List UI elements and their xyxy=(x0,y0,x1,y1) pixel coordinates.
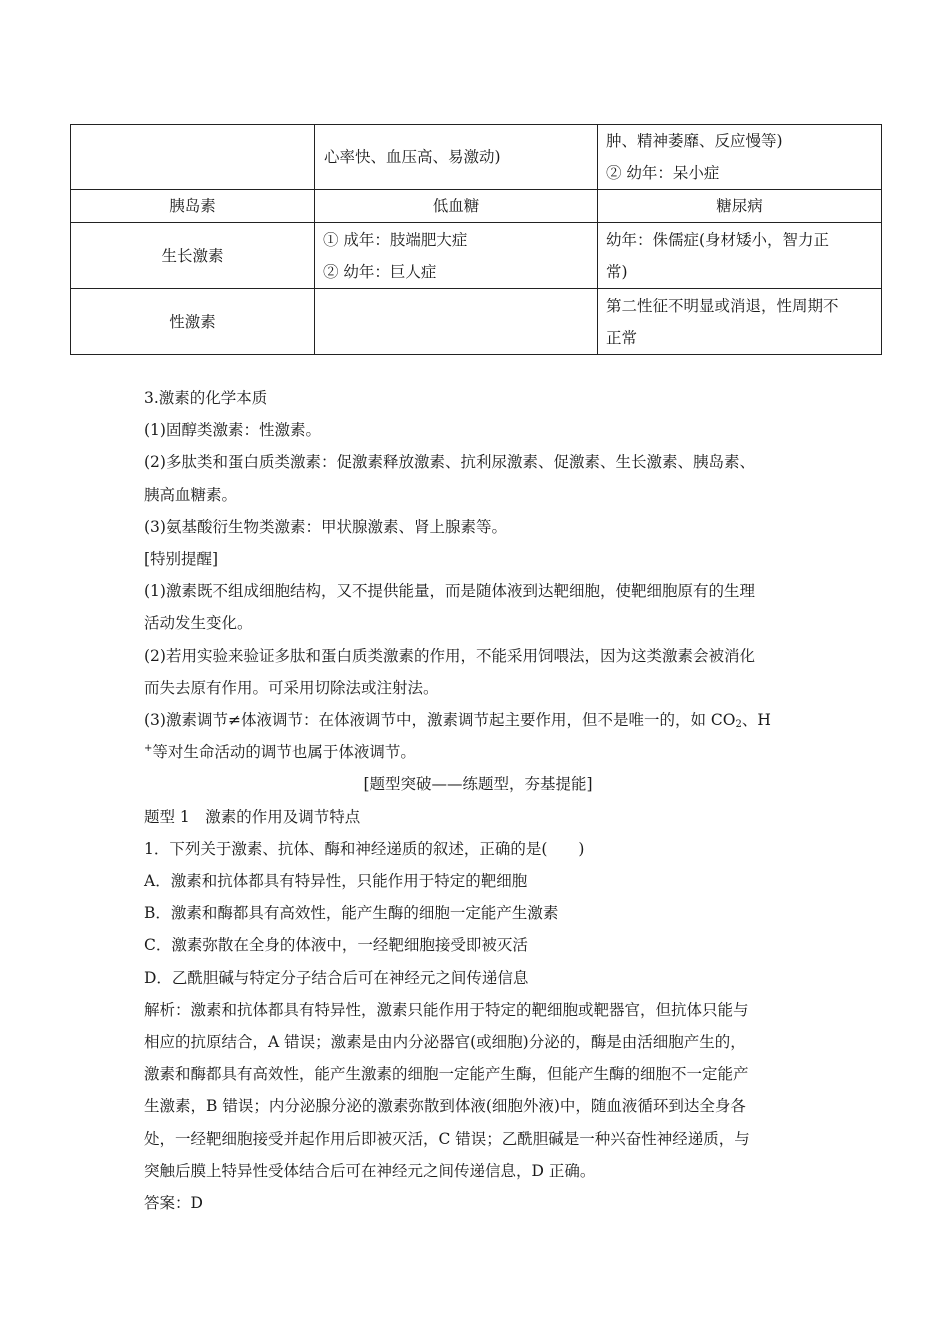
paragraph: (1)激素既不组成细胞结构，又不提供能量，而是随体液到达靶细胞，使靶细胞原有的生理 xyxy=(144,582,755,601)
table-cell-hormone: 生长激素 xyxy=(71,223,315,289)
section-heading: 3.激素的化学本质 xyxy=(144,389,268,407)
question-type-title: 题型 1 激素的作用及调节特点 xyxy=(144,807,361,826)
main-text xyxy=(144,382,812,1219)
table-cell xyxy=(598,289,882,355)
table-row xyxy=(71,190,882,223)
table-cell: 低血糖 xyxy=(315,190,598,223)
analysis-line: 解析：激素和抗体都具有特异性，激素只能作用于特定的靶细胞或靶器官，但抗体只能与 xyxy=(144,1000,749,1019)
cell-text: ① 成年：肢端肥大症 xyxy=(323,230,468,249)
table-row xyxy=(71,223,882,289)
cell-text: 第二性征不明显或消退，性周期不 xyxy=(606,296,839,315)
option-d: D．乙酰胆碱与特定分子结合后可在神经元之间传递信息 xyxy=(144,968,529,987)
cell-text: 肿、精神萎靡、反应慢等) xyxy=(606,132,783,150)
analysis-line: 激素和酶都具有高效性，能产生激素的细胞一定能产生酶，但能产生酶的细胞不一定能产 xyxy=(144,1065,749,1084)
table-cell xyxy=(315,125,598,190)
paragraph: (2)多肽类和蛋白质类激素：促激素释放激素、抗利尿激素、促激素、生长激素、胰岛素、 xyxy=(144,453,755,472)
paragraph xyxy=(144,704,812,736)
text-run: 等对生命活动的调节也属于体液调节。 xyxy=(152,743,416,762)
superscript: + xyxy=(144,743,153,755)
answer: 答案：D xyxy=(144,1194,203,1213)
option-a: A．激素和抗体都具有特异性，只能作用于特定的靶细胞 xyxy=(144,872,528,891)
text-run: 、H xyxy=(741,711,771,730)
cell-text: 常) xyxy=(606,262,628,281)
table-cell xyxy=(71,125,315,190)
cell-text: ② 幼年：巨人症 xyxy=(323,262,437,281)
cell-text: ② 幼年：呆小症 xyxy=(606,164,720,182)
analysis-line: 突触后膜上特异性受体结合后可在神经元之间传递信息，D 正确。 xyxy=(144,1161,596,1180)
reminder-heading: [特别提醒] xyxy=(144,550,219,569)
table-cell-hormone: 性激素 xyxy=(71,289,315,355)
table-row xyxy=(71,289,882,355)
paragraph: 活动发生变化。 xyxy=(144,614,253,633)
cell-text: 正常 xyxy=(606,328,638,347)
analysis-line: 相应的抗原结合，A 错误；激素是由内分泌器官(或细胞)分泌的，酶是由活细胞产生的， xyxy=(144,1033,746,1052)
paragraph: 而失去原有作用。可采用切除法或注射法。 xyxy=(144,678,439,697)
table-cell: 糖尿病 xyxy=(598,190,882,223)
table-cell xyxy=(598,125,882,190)
table-cell xyxy=(315,289,598,355)
subscript: 2 xyxy=(735,719,742,731)
option-b: B．激素和酶都具有高效性，能产生酶的细胞一定能产生激素 xyxy=(144,904,559,923)
paragraph: 胰高血糖素。 xyxy=(144,485,238,504)
paragraph xyxy=(144,736,812,768)
text-run: (3)激素调节≠体液调节：在体液调节中，激素调节起主要作用，但不是唯一的，如 CO xyxy=(144,711,736,730)
paragraph: (2)若用实验来验证多肽和蛋白质类激素的作用，不能采用饲喂法，因为这类激素会被消化 xyxy=(144,646,755,665)
table-cell xyxy=(598,223,882,289)
analysis-line: 生激素，B 错误；内分泌腺分泌的激素弥散到体液(细胞外液)中，随血液循环到达全身各 xyxy=(144,1097,746,1116)
table-cell-hormone: 胰岛素 xyxy=(71,190,315,223)
paragraph: (1)固醇类激素：性激素。 xyxy=(144,421,321,440)
cell-text: 心率快、血压高、易激动) xyxy=(324,148,501,166)
question-stem: 1．下列关于激素、抗体、酶和神经递质的叙述，正确的是( ) xyxy=(144,839,585,858)
option-c: C．激素弥散在全身的体液中，一经靶细胞接受即被灭活 xyxy=(144,936,528,955)
cell-text: 幼年：侏儒症(身材矮小，智力正 xyxy=(606,230,830,249)
hormone-disorder-table xyxy=(70,124,882,355)
analysis-line: 处，一经靶细胞接受并起作用后即被灭活，C 错误；乙酰胆碱是一种兴奋性神经递质，与 xyxy=(144,1129,750,1148)
table-cell xyxy=(315,223,598,289)
table-row xyxy=(71,125,882,190)
paragraph: (3)氨基酸衍生物类激素：甲状腺激素、肾上腺素等。 xyxy=(144,517,507,536)
practice-banner: [题型突破——练题型，夯基提能] xyxy=(363,775,593,794)
